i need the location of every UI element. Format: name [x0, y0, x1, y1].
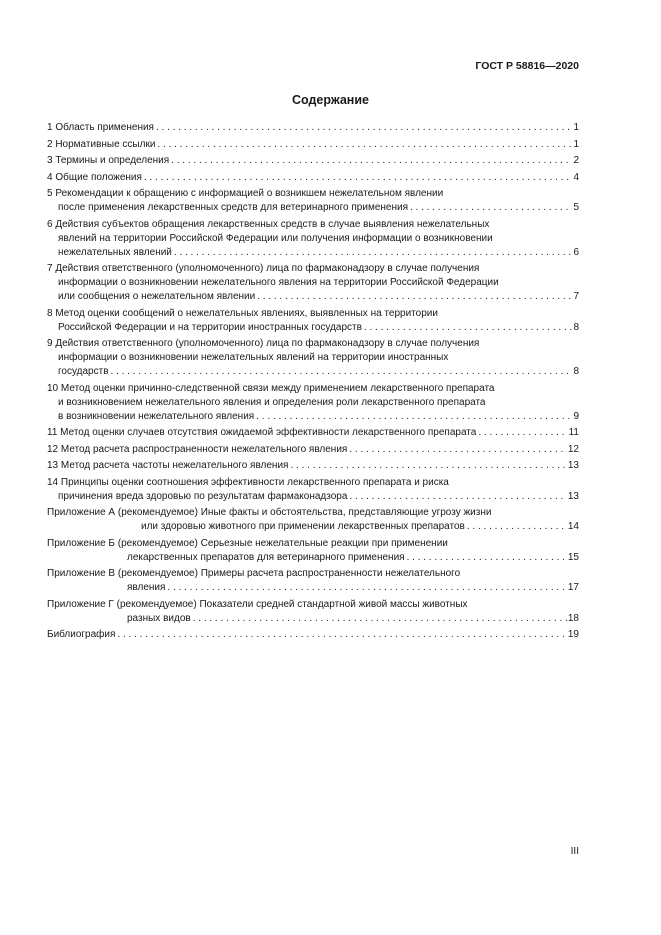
toc-page-number: 1 — [573, 138, 579, 150]
toc-page-number: 1 — [573, 122, 579, 133]
leader-dots — [144, 171, 573, 185]
toc-entry-text: 14 Принципы оценки соотношения эффективности лекарственного препарата и риска — [47, 476, 449, 488]
leader-dots — [256, 410, 572, 424]
toc-entry-text: или здоровью животного при применении лекарственных препаратов — [141, 521, 465, 532]
leader-dots — [364, 321, 573, 335]
toc-page-number: 6 — [573, 246, 579, 258]
toc-entry-text: в возникновении нежелательного явления — [58, 410, 255, 422]
toc-page-number: 11 — [568, 427, 579, 438]
toc-entry-text: 3 Термины и определения — [47, 155, 170, 166]
toc-page-number: 17 — [567, 582, 579, 593]
toc-entry-text: 6 Действия субъектов обращения лекарственных средств в случае выявления нежелательных — [47, 218, 490, 230]
toc-entry[interactable] — [47, 171, 579, 185]
toc-entry-text: 12 Метод расчета распространенности нежелательного явления — [47, 443, 348, 455]
leader-dots — [410, 201, 572, 215]
toc-entry[interactable] — [47, 121, 579, 135]
toc-entry-text: 7 Действия ответственного (уполномоченного) лица по фармаконадзору в случае получения — [47, 263, 480, 274]
leader-dots — [157, 138, 572, 152]
leader-dots — [167, 581, 566, 595]
leader-dots — [349, 490, 566, 504]
toc-page-number: 5 — [573, 202, 579, 213]
toc-entry-text: нежелательных явлений — [58, 246, 172, 258]
toc-entry-text: 13 Метод расчета частоты нежелательного явления — [47, 460, 289, 471]
leader-dots — [193, 612, 567, 626]
toc-entry-text: или сообщения о нежелательном явлении — [58, 291, 256, 302]
toc-entry[interactable] — [47, 598, 579, 626]
toc-page-number: 8 — [573, 366, 579, 377]
toc-page-number: 7 — [573, 291, 579, 302]
leader-dots — [156, 121, 572, 135]
toc-entry[interactable] — [47, 443, 579, 457]
toc-entry-text: 5 Рекомендации к обращению с информацией о возникшем нежелательном явлении — [47, 188, 444, 199]
leader-dots — [111, 365, 573, 379]
toc-entry[interactable] — [47, 459, 579, 473]
toc-entry[interactable] — [47, 262, 579, 304]
toc-entry[interactable] — [47, 476, 579, 504]
table-of-contents — [47, 121, 579, 645]
leader-dots — [290, 459, 566, 473]
toc-entry-text: 9 Действия ответственного (уполномоченного) лица по фармаконадзору в случае получения — [47, 338, 480, 349]
toc-entry-text: явлений на территории Российской Федерации или получения информации о возникновении — [58, 232, 493, 244]
toc-entry-text: Приложение А (рекомендуемое) Иные факты и обстоятельства, представляющие угрозу жизни — [47, 507, 492, 518]
toc-page-number: 13 — [567, 490, 579, 502]
toc-entry[interactable] — [47, 218, 579, 260]
toc-entry-text: 10 Метод оценки причинно-следственной связи между применением лекарственного препарата — [47, 382, 495, 394]
leader-dots — [257, 290, 572, 304]
toc-entry[interactable] — [47, 187, 579, 215]
standard-designation: ГОСТ Р 58816—2020 — [475, 60, 579, 72]
toc-entry[interactable] — [47, 337, 579, 379]
toc-page-number: 19 — [567, 629, 579, 640]
toc-page-number: 4 — [573, 171, 579, 183]
leader-dots — [407, 551, 567, 565]
toc-page-number: 18 — [567, 612, 579, 624]
toc-entry-text: Российской Федерации и на территории иностранных государств — [58, 321, 362, 333]
toc-entry-text: информации о возникновении нежелательного явления на территории Российской Федерации — [58, 277, 499, 288]
toc-entry-text: Приложение Б (рекомендуемое) Серьезные нежелательные реакции при применении — [47, 537, 448, 549]
page-title: Содержание — [291, 93, 369, 107]
toc-entry-text: причинения вреда здоровью по результатам фармаконадзора — [58, 490, 348, 502]
toc-entry-text: 8 Метод оценки сообщений о нежелательных явлениях, выявленных на территории — [47, 307, 438, 319]
toc-entry[interactable] — [47, 537, 579, 565]
toc-entry[interactable] — [47, 382, 579, 424]
toc-entry-text: и возникновением нежелательного явления и определения роли лекарственного препарата — [58, 396, 486, 408]
toc-entry[interactable] — [47, 138, 579, 152]
toc-entry[interactable] — [47, 506, 579, 534]
toc-page-number: 13 — [567, 460, 579, 471]
toc-entry-text: информации о возникновении нежелательных явлений на территории иностранных — [58, 352, 449, 363]
leader-dots — [478, 426, 567, 440]
toc-entry-text: разных видов — [127, 612, 191, 624]
leader-dots — [467, 520, 567, 534]
toc-entry[interactable] — [47, 426, 579, 440]
toc-entry-text: лекарственных препаратов для ветеринарного применения — [127, 551, 405, 563]
toc-entry[interactable] — [47, 307, 579, 335]
toc-page-number: 9 — [573, 410, 579, 422]
toc-entry[interactable] — [47, 567, 579, 595]
toc-entry-text: явления — [127, 582, 166, 593]
leader-dots — [349, 443, 567, 457]
toc-entry-text: 2 Нормативные ссылки — [47, 138, 156, 150]
leader-dots — [117, 628, 566, 642]
toc-entry[interactable] — [47, 154, 579, 168]
toc-entry-text: Приложение Г (рекомендуемое) Показатели средней стандартной живой массы животных — [47, 598, 468, 610]
toc-entry-text: государств — [58, 366, 109, 377]
toc-page-number: 14 — [567, 521, 579, 532]
toc-entry[interactable] — [47, 628, 579, 642]
toc-page-number: 8 — [573, 321, 579, 333]
toc-entry-text: 1 Область применения — [47, 122, 154, 133]
toc-entry-text: 4 Общие положения — [47, 171, 142, 183]
page-number: III — [570, 846, 579, 857]
toc-page-number: 2 — [573, 155, 579, 166]
leader-dots — [174, 246, 573, 260]
toc-entry-text: Библиография — [47, 629, 116, 640]
toc-entry-text: после применения лекарственных средств для ветеринарного применения — [58, 202, 408, 213]
leader-dots — [171, 154, 572, 168]
toc-entry-text: Приложение В (рекомендуемое) Примеры расчета распространенности нежелательного — [47, 568, 461, 579]
toc-page-number: 12 — [567, 443, 579, 455]
toc-page-number: 15 — [567, 551, 579, 563]
toc-entry-text: 11 Метод оценки случаев отсутствия ожидаемой эффективности лекарственного препарата — [47, 427, 477, 438]
